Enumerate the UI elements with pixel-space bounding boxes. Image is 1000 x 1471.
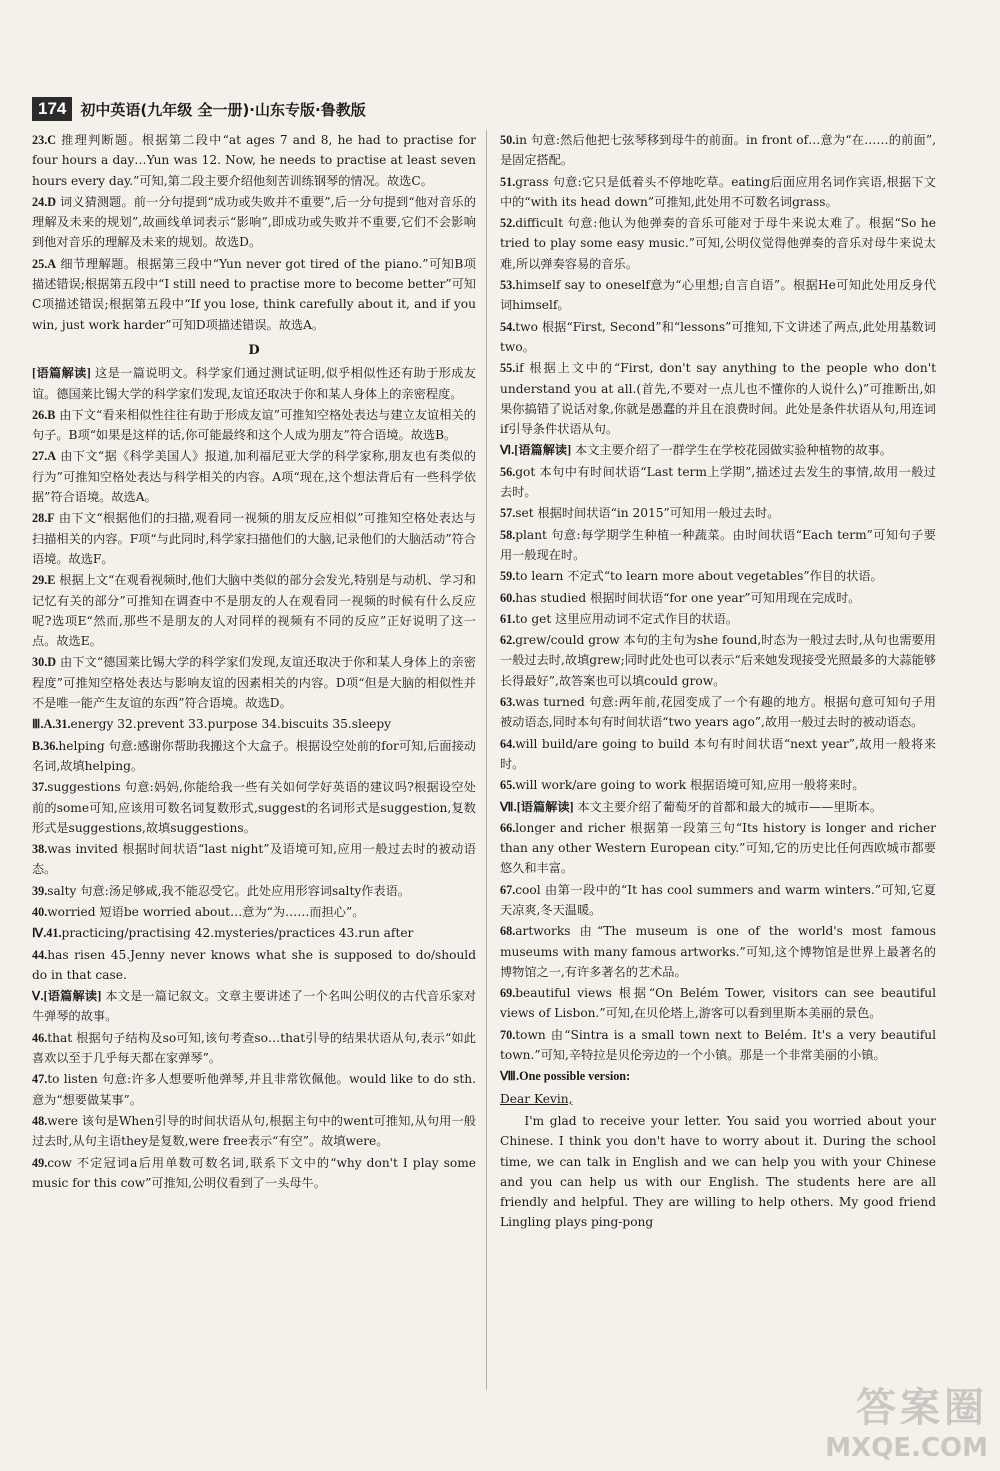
answer-number: 38. (32, 842, 48, 857)
answer-item (500, 213, 936, 274)
answer-number: 57. (500, 506, 516, 521)
answer-item (500, 317, 936, 358)
answer-explanation: were 该句是When引导的时间状语从句,根据主句中的went可推知,从句用一般过去时,从句主语they是复数,were free表示“有空”。故填were。 (32, 1113, 476, 1149)
answer-item (32, 363, 476, 404)
answer-item (500, 921, 936, 982)
answer-item (32, 986, 476, 1027)
answer-number: 54. (500, 319, 516, 334)
answer-explanation: to get 这里应用动词不定式作目的状语。 (515, 611, 738, 626)
answer-explanation: 本文是一篇记叙文。文章主要讲述了一个名叫公明仪的古代音乐家对牛弹琴的故事。 (32, 989, 476, 1024)
answer-explanation: 本文主要介绍了一群学生在学校花园做实验种植物的故事。 (571, 443, 892, 458)
answer-item (32, 192, 476, 253)
answer-item (500, 275, 936, 316)
answer-number: Ⅴ.[语篇解读] (32, 989, 102, 1004)
answer-explanation: practicing/practising 42.mysteries/practices 43.run after (61, 926, 414, 941)
answer-item (500, 566, 936, 586)
answer-item (32, 945, 476, 986)
answer-explanation: will build/are going to build 本句有时间状语“next year”,故用一般将来时。 (500, 736, 936, 771)
answer-number: 62. (500, 633, 516, 648)
answer-explanation: two 根据“First, Second”和“lessons”可推知,下文讲述了两点,此处用基数词two。 (500, 319, 936, 354)
answer-number: 23.C (32, 133, 57, 147)
answer-item (32, 736, 476, 777)
watermark (825, 1376, 988, 1463)
answer-item (500, 1025, 936, 1066)
answer-item (32, 839, 476, 880)
answer-number: 37. (32, 780, 48, 795)
answer-explanation: plant 句意:每学期学生种植一种蔬菜。由时间状语“Each term”可知句子要用一般现在时。 (500, 527, 936, 562)
answer-item (32, 1028, 476, 1069)
answer-number: 27.A (32, 449, 57, 464)
answer-item (500, 775, 936, 795)
answer-explanation: 细节理解题。根据第三段中“Yun never got tired of the piano.”可知B项描述错误;根据第五段中“I still need to practise more to become better”可知C项描述错误;根据第五段中“If you lose, think carefully about it, and if you win, just work harder”可知D项描述错误。故选A。 (32, 256, 476, 332)
answer-number: 46. (32, 1030, 48, 1045)
answer-number: 51. (500, 174, 516, 189)
answer-number: Ⅲ.A.31. (32, 717, 71, 732)
answer-explanation: will work/are going to work 根据语境可知,应用一般将来时。 (515, 778, 865, 793)
answer-number: Ⅳ.41. (32, 926, 62, 941)
answer-number: 47. (32, 1072, 48, 1087)
right-column (500, 130, 936, 1233)
answer-number: 26.B (32, 407, 56, 422)
answer-number: 24.D (32, 194, 57, 209)
answer-number: B.36. (32, 738, 59, 753)
answer-item (32, 130, 476, 191)
answer-number: Ⅶ.[语篇解读] (500, 799, 574, 814)
answer-explanation: 由下文“德国莱比锡大学的科学家们发现,友谊还取决于你和某人身体上的亲密程度”可推知空格处表达与影响友谊的因素相关的内容。D项“但是大脑的相似性并不是唯一能产生友谊的东西”符合语境。故选D。 (32, 655, 476, 711)
answer-explanation: if 根据上文中的“First, don't say anything to the people who don't understand you at all.(首先,不要对一点儿也不懂你的人说什么)”可推断出,如果你搞错了说话对象,你就是愚蠢的并且在浪费时间。此处是条件状语从句,用连词if引导条件状语从句。 (500, 361, 936, 437)
answer-explanation: 由下文“看来相似性往往有助于形成友谊”可推知空格处表达与建立友谊相关的句子。B项“如果是这样的话,你可能最终和这个人成为朋友”符合语境。故选B。 (32, 407, 476, 443)
answer-explanation: 由下文“据《科学美国人》报道,加利福尼亚大学的科学家称,朋友也有类似的行为”可推知空格处表达与科学相关的内容。A项“现在,这个想法背后有一些科学依据”符合语境。故选A。 (32, 449, 476, 505)
answer-explanation: himself say to oneself意为“心里想;自言自语”。根据He可知此处用反身代词himself。 (500, 278, 936, 313)
answer-number: 39. (32, 883, 48, 898)
answer-explanation: grass 句意:它只是低着头不停地吃草。eating后面应用名词作宾语,根据下文中的“with its head down”可推知,此处用不可数名词grass。 (500, 174, 936, 209)
answer-item (500, 880, 936, 921)
answer-number: 56. (500, 464, 516, 479)
answer-explanation: 由下文“根据他们的扫描,观看同一视频的朋友反应相似”可推知空格处表达与扫描相关的内容。F项“与此同时,科学家扫描他们的大脑,记录他们的大脑活动”符合语境。故选F。 (32, 511, 476, 566)
answer-number: [语篇解读] (32, 366, 91, 381)
answer-number: 67. (500, 882, 516, 897)
answer-explanation: difficult 句意:他认为他弹奏的音乐可能对于母牛来说太难了。根据“So he tried to play some easy music.”可知,公明仪觉得他弹奏的音乐对母牛来说太难,所以弹奏容易的音乐。 (500, 216, 936, 271)
answer-number: 66. (500, 820, 516, 835)
answer-explanation: cool 由第一段中的“It has cool summers and warm winters.”可知,它夏天凉爽,冬天温暖。 (500, 882, 936, 917)
answer-number: 52. (500, 216, 516, 231)
answer-item (500, 130, 936, 171)
answer-item (500, 797, 936, 817)
answer-item (32, 1153, 476, 1194)
letter-greeting: Dear Kevin, (500, 1091, 573, 1106)
answer-explanation: has risen 45.Jenny never knows what she is supposed to do/should do in that case. (32, 947, 476, 982)
answer-explanation: set 根据时间状语“in 2015”可知用一般过去时。 (515, 506, 780, 521)
answer-number: 58. (500, 527, 516, 542)
answer-number: 50. (500, 133, 516, 147)
answer-number: 49. (32, 1155, 48, 1170)
answer-item (32, 777, 476, 838)
answer-explanation: to listen 句意:许多人想要听他弹琴,并且非常钦佩他。would like to do sth.意为“想要做某事”。 (32, 1072, 476, 1107)
answer-item (32, 902, 476, 922)
answer-explanation: that 根据句子结构及so可知,该句考查so…that引导的结果状语从句,表示“如此喜欢以至于几乎每天都在家弹琴”。 (32, 1030, 476, 1066)
column-divider (486, 130, 487, 1390)
answer-number: 53. (500, 278, 516, 293)
answer-number: 28.F (32, 511, 55, 526)
answer-explanation: has studied 根据时间状语“for one year”可知用现在完成时。 (515, 590, 861, 605)
answer-number: 70. (500, 1027, 516, 1042)
answer-explanation: cow 不定冠词a后用单数可数名词,联系下文中的“why don't I play some music for this cow”可推知,公明仪看到了一头母牛。 (32, 1155, 476, 1190)
answer-explanation: 这是一篇说明文。科学家们通过测试证明,似乎相似性还有助于形成友谊。德国莱比锡大学的科学家们发现,友谊还取决于你和某人身体上的亲密程度。 (32, 366, 476, 401)
answer-number: Ⅷ.One possible version: (500, 1069, 631, 1084)
page-number: 174 (32, 97, 72, 121)
answer-item (32, 570, 476, 651)
answer-number: 61. (500, 611, 516, 626)
answer-number: 68. (500, 924, 516, 939)
answer-number: 44. (32, 947, 48, 962)
answer-item (32, 405, 476, 446)
answer-item (32, 652, 476, 713)
answer-explanation: helping 句意:感谢你帮助我搬这个大盒子。根据设空处前的for可知,后面接动名词,故填helping。 (32, 738, 476, 773)
answer-number: 63. (500, 695, 516, 710)
answer-number: 59. (500, 569, 516, 584)
answer-item (500, 525, 936, 566)
answer-number: 65. (500, 778, 516, 793)
answer-number: 30.D (32, 655, 57, 670)
answer-item (500, 818, 936, 879)
answer-explanation: town 由“Sintra is a small town next to Belém. It's a very beautiful town.”可知,辛特拉是贝伦旁边的一个小镇。那是一个非常美丽的小镇。 (500, 1027, 936, 1063)
answer-explanation: longer and richer 根据第一段第三句“Its history is longer and richer than any other Western European city.”可知,它的历史比任何西欧城市都要悠久和丰富。 (500, 820, 936, 876)
answer-item (500, 630, 936, 691)
answer-item (500, 462, 936, 503)
answer-item (32, 1111, 476, 1152)
answer-item (32, 714, 476, 734)
watermark-logo-text: 答案圈 (856, 1385, 988, 1431)
answer-number: 29.E (32, 573, 56, 588)
book-title: 初中英语(九年级 全一册)·山东专版·鲁教版 (80, 100, 366, 119)
right-answer-list (500, 130, 936, 1087)
answer-item (500, 692, 936, 733)
answer-item (32, 254, 476, 335)
answer-item (500, 588, 936, 608)
left-column (32, 130, 476, 1194)
watermark-url: MXQE.COM (825, 1433, 988, 1463)
answer-number: 69. (500, 986, 516, 1001)
answer-item (32, 881, 476, 901)
answer-item (32, 446, 476, 507)
answer-explanation: beautiful views 根据“On Belém Tower, visitors can see beautiful views of Lisbon.”可知,在贝伦塔上,游客可以看到里斯本美丽的景色。 (500, 986, 936, 1021)
answer-number: 48. (32, 1113, 48, 1128)
answer-explanation: salty 句意:汤足够咸,我不能忍受它。此处应用形容词salty作表语。 (47, 883, 410, 898)
answer-number: Ⅵ.[语篇解读] (500, 443, 572, 458)
answer-item (500, 172, 936, 213)
answer-number: 40. (32, 904, 48, 919)
answer-item (500, 440, 936, 460)
answer-explanation: energy 32.prevent 33.purpose 34.biscuits 35.sleepy (70, 717, 392, 732)
answer-number: 60. (500, 590, 516, 605)
answer-explanation: 根据上文“在观看视频时,他们大脑中类似的部分会发光,特别是与动机、学习和记忆有关的部分”可推知在调查中不是朋友的人在观看同一视频的时候有什么反应呢?选项E“然而,那些不是朋友的人对同样的视频有不同的反应”正好说明了这一点。故选E。 (32, 573, 476, 649)
answer-number: 64. (500, 736, 516, 751)
answer-explanation: 词义猜测题。前一分句提到“成功或失败并不重要”,后一分句提到“他对音乐的理解及未来的规划”,故画线单词表示“影响”,即成功或失败并不重要,它们不会影响到他对音乐的理解及未来的规划。故选D。 (32, 194, 476, 250)
answer-explanation: artworks 由“The museum is one of the world's most famous museums with many famous artworks.”可知,这个博物馆是世界上最著名的博物馆之一,有许多著名的艺术品。 (500, 924, 936, 979)
answer-explanation: to learn 不定式“to learn more about vegetables”作目的状语。 (515, 569, 883, 584)
answer-item (500, 503, 936, 523)
answer-explanation: suggestions 句意:妈妈,你能给我一些有关如何学好英语的建议吗?根据设空处前的some可知,应该用可数名词复数形式,suggest的名词形式是suggestion,复数形式是suggestions,故填suggestions。 (32, 780, 476, 835)
answer-item (500, 609, 936, 629)
answer-explanation: was invited 根据时间状语“last night”及语境可知,应用一般过去时的被动语态。 (32, 842, 476, 877)
answer-explanation: in 句意:然后他把七弦琴移到母牛的前面。in front of…意为“在……的前面”,是固定搭配。 (500, 133, 936, 168)
answer-explanation: was turned 句意:两年前,花园变成了一个有趣的地方。根据句意可知句子用被动语态,同时本句有时间状语“two years ago”,故用一般过去时的被动语态。 (500, 695, 936, 730)
answer-number: 55. (500, 361, 516, 376)
answer-item (500, 983, 936, 1024)
answer-item (500, 734, 936, 775)
answer-item (32, 923, 476, 943)
answer-explanation: got 本句中有时间状语“Last term上学期”,描述过去发生的事情,故用一般过去时。 (500, 464, 936, 500)
letter-body: I'm glad to receive your letter. You said you worried about your Chinese. I think you don't have to worry about it. During the school time, we can talk in English and we can help you with your Chinese and you can help us with our English. The students here are all friendly and helpful. They are willing to help others. My good friend Lingling plays ping-pong (500, 1113, 936, 1230)
answer-explanation: 推理判断题。根据第二段中“at ages 7 and 8, he had to practise for four hours a day…Yun was 12. Now, he needs to practise at least seven hours every day.”可知,第二段主要介绍他刻苦训练钢琴的情况。故选C。 (32, 133, 476, 188)
answer-explanation: worried 短语be worried about…意为“为……而担心”。 (47, 904, 365, 919)
answer-explanation: 本文主要介绍了葡萄牙的首都和最大的城市——里斯本。 (573, 799, 883, 814)
answer-explanation: grew/could grow 本句的主句为she found,时态为一般过去时,从句也需要用一般过去时,故填grew;同时此处也可以表示“后来她发现接受光照最多的大蒜能够长得最好”,故答案也可以填could grow。 (500, 633, 936, 688)
section-heading: D (248, 342, 260, 358)
answer-item (32, 508, 476, 569)
answer-item (500, 1066, 936, 1086)
answer-number: 25.A (32, 256, 57, 271)
answer-item (32, 1069, 476, 1110)
answer-item (500, 358, 936, 439)
page-header (32, 92, 366, 126)
